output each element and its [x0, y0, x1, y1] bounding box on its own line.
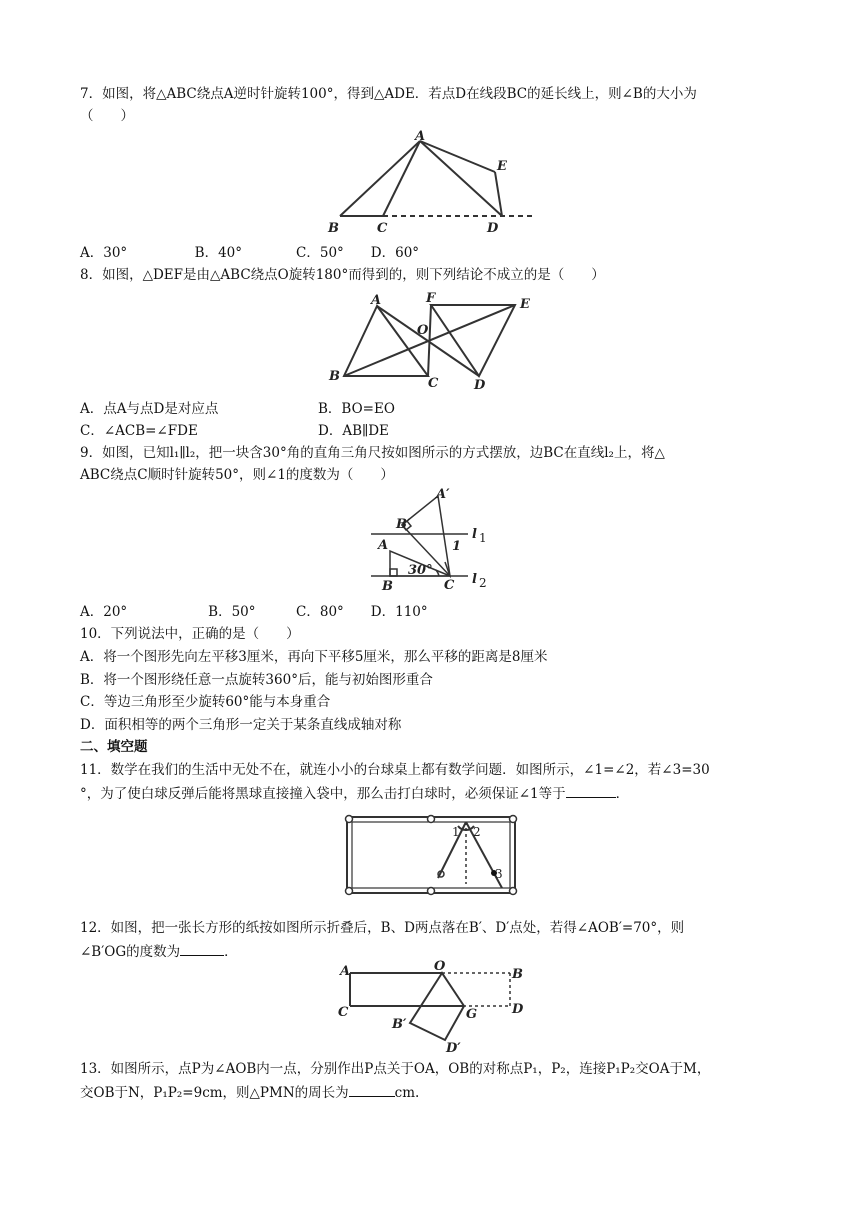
q12-answer-blank [180, 941, 224, 956]
q8-option-d: D．AB∥DE [318, 423, 389, 439]
q11-stem-1: 11．数学在我们的生活中无处不在，就连小小的台球桌上都有数学问题．如图所示，∠1=∠2，若∠3=30 [80, 762, 710, 778]
q9-label-a2: A′ [436, 487, 450, 502]
q12-label-g: G [466, 1007, 478, 1022]
q12-label-o: O [434, 959, 446, 974]
q7-label-e: E [497, 159, 507, 174]
q8-stem: 8．如图，△DEF是由△ABC绕点O旋转180°而得到的，则下列结论不成立的是（ ） [80, 267, 605, 283]
q7-label-a: A [415, 129, 426, 144]
q12-label-b: B [512, 967, 523, 982]
q9-label-l1: l [472, 527, 477, 542]
q12-stem-2: ∠B′OG的度数为 ． [80, 941, 238, 962]
q8-label-f: F [426, 291, 436, 306]
q11-label-2: 2 [473, 825, 481, 839]
q7-figure [320, 130, 550, 240]
q12-stem-1: 12．如图，把一张长方形的纸按如图所示折叠后，B、D两点落在B′、D′点处，若得∠AOB′=70°，则 [80, 920, 685, 936]
q9-label-b2: B′ [396, 517, 411, 532]
q10-option-b: B．将一个图形绕任意一点旋转360°后，能与初始图形重合 [80, 672, 433, 688]
q8-label-o: O [417, 323, 429, 338]
q8-figure [322, 290, 542, 400]
q7-label-b: B [328, 221, 339, 236]
q8-label-c: C [428, 376, 439, 391]
q7-label-d: D [487, 221, 499, 236]
q11-figure [342, 812, 522, 904]
q8-label-b: B [329, 369, 340, 384]
q12-figure [334, 958, 534, 1056]
q13-answer-blank [349, 1082, 395, 1097]
q9-label-l2-sub: 2 [479, 576, 487, 590]
q9-stem-2: ABC绕点C顺时针旋转50°，则∠1的度数为（ ） [80, 467, 394, 483]
q9-figure [368, 486, 498, 598]
q9-label-a: A [378, 538, 389, 553]
q12-label-a: A [340, 964, 351, 979]
q8-label-d: D [474, 378, 486, 393]
q8-label-a: A [371, 293, 382, 308]
q12-label-d: D [512, 1002, 524, 1017]
q11-label-3: 3 [495, 867, 503, 881]
q10-option-d: D．面积相等的两个三角形一定关于某条直线成轴对称 [80, 717, 402, 733]
q10-option-a: A．将一个图形先向左平移3厘米，再向下平移5厘米，那么平移的距离是8厘米 [80, 649, 548, 665]
q9-label-l2: l [472, 572, 477, 587]
q9-label-one: 1 [452, 539, 462, 554]
q11-answer-blank [566, 783, 616, 798]
q9-stem-1: 9．如图，已知l₁∥l₂，把一块含30°角的直角三角尺按如图所示的方式摆放，边BC在直线l₂上，将△ [80, 445, 665, 461]
q13-stem-1: 13．如图所示，点P为∠AOB内一点，分别作出P点关于OA，OB的对称点P₁，P₂，连接P₁P₂交OA于M， [80, 1061, 711, 1077]
q8-label-e: E [520, 297, 530, 312]
q9-label-c: C [444, 578, 455, 593]
q11-label-1: 1 [452, 825, 460, 839]
q9-label-b: B [382, 579, 393, 594]
q12-label-d2: D′ [446, 1041, 461, 1056]
q11-stem-2: °，为了使白球反弹后能将黑球直接撞入袋中，那么击打白球时，必须保证∠1等于 ． [80, 783, 629, 804]
q7-options: A．30° B．40° C．50° D．60° [80, 245, 420, 261]
section-heading: 二、填空题 [80, 739, 148, 755]
q7-stem: 7．如图，将△ABC绕点A逆时针旋转100°，得到△ADE．若点D在线段BC的延长线上，则∠B的大小为 [80, 86, 697, 102]
q8-option-a: A．点A与点D是对应点 [80, 401, 219, 417]
q8-option-c: C．∠ACB=∠FDE [80, 423, 198, 439]
q9-angle-30: 30° [408, 563, 433, 578]
q8-option-b: B．BO=EO [318, 401, 395, 417]
q10-stem: 10．下列说法中，正确的是（ ） [80, 626, 300, 642]
q9-options: A．20° B．50° C．80° D．110° [80, 604, 428, 620]
q13-stem-2: 交OB于N，P₁P₂=9cm，则△PMN的周长为 cm. [80, 1082, 419, 1103]
q7-paren: （ ） [80, 108, 134, 124]
q10-option-c: C．等边三角形至少旋转60°能与本身重合 [80, 694, 331, 710]
q7-label-c: C [377, 221, 388, 236]
q9-label-l1-sub: 1 [479, 531, 487, 545]
q12-label-b2: B′ [392, 1017, 407, 1032]
q12-label-c: C [338, 1005, 349, 1020]
